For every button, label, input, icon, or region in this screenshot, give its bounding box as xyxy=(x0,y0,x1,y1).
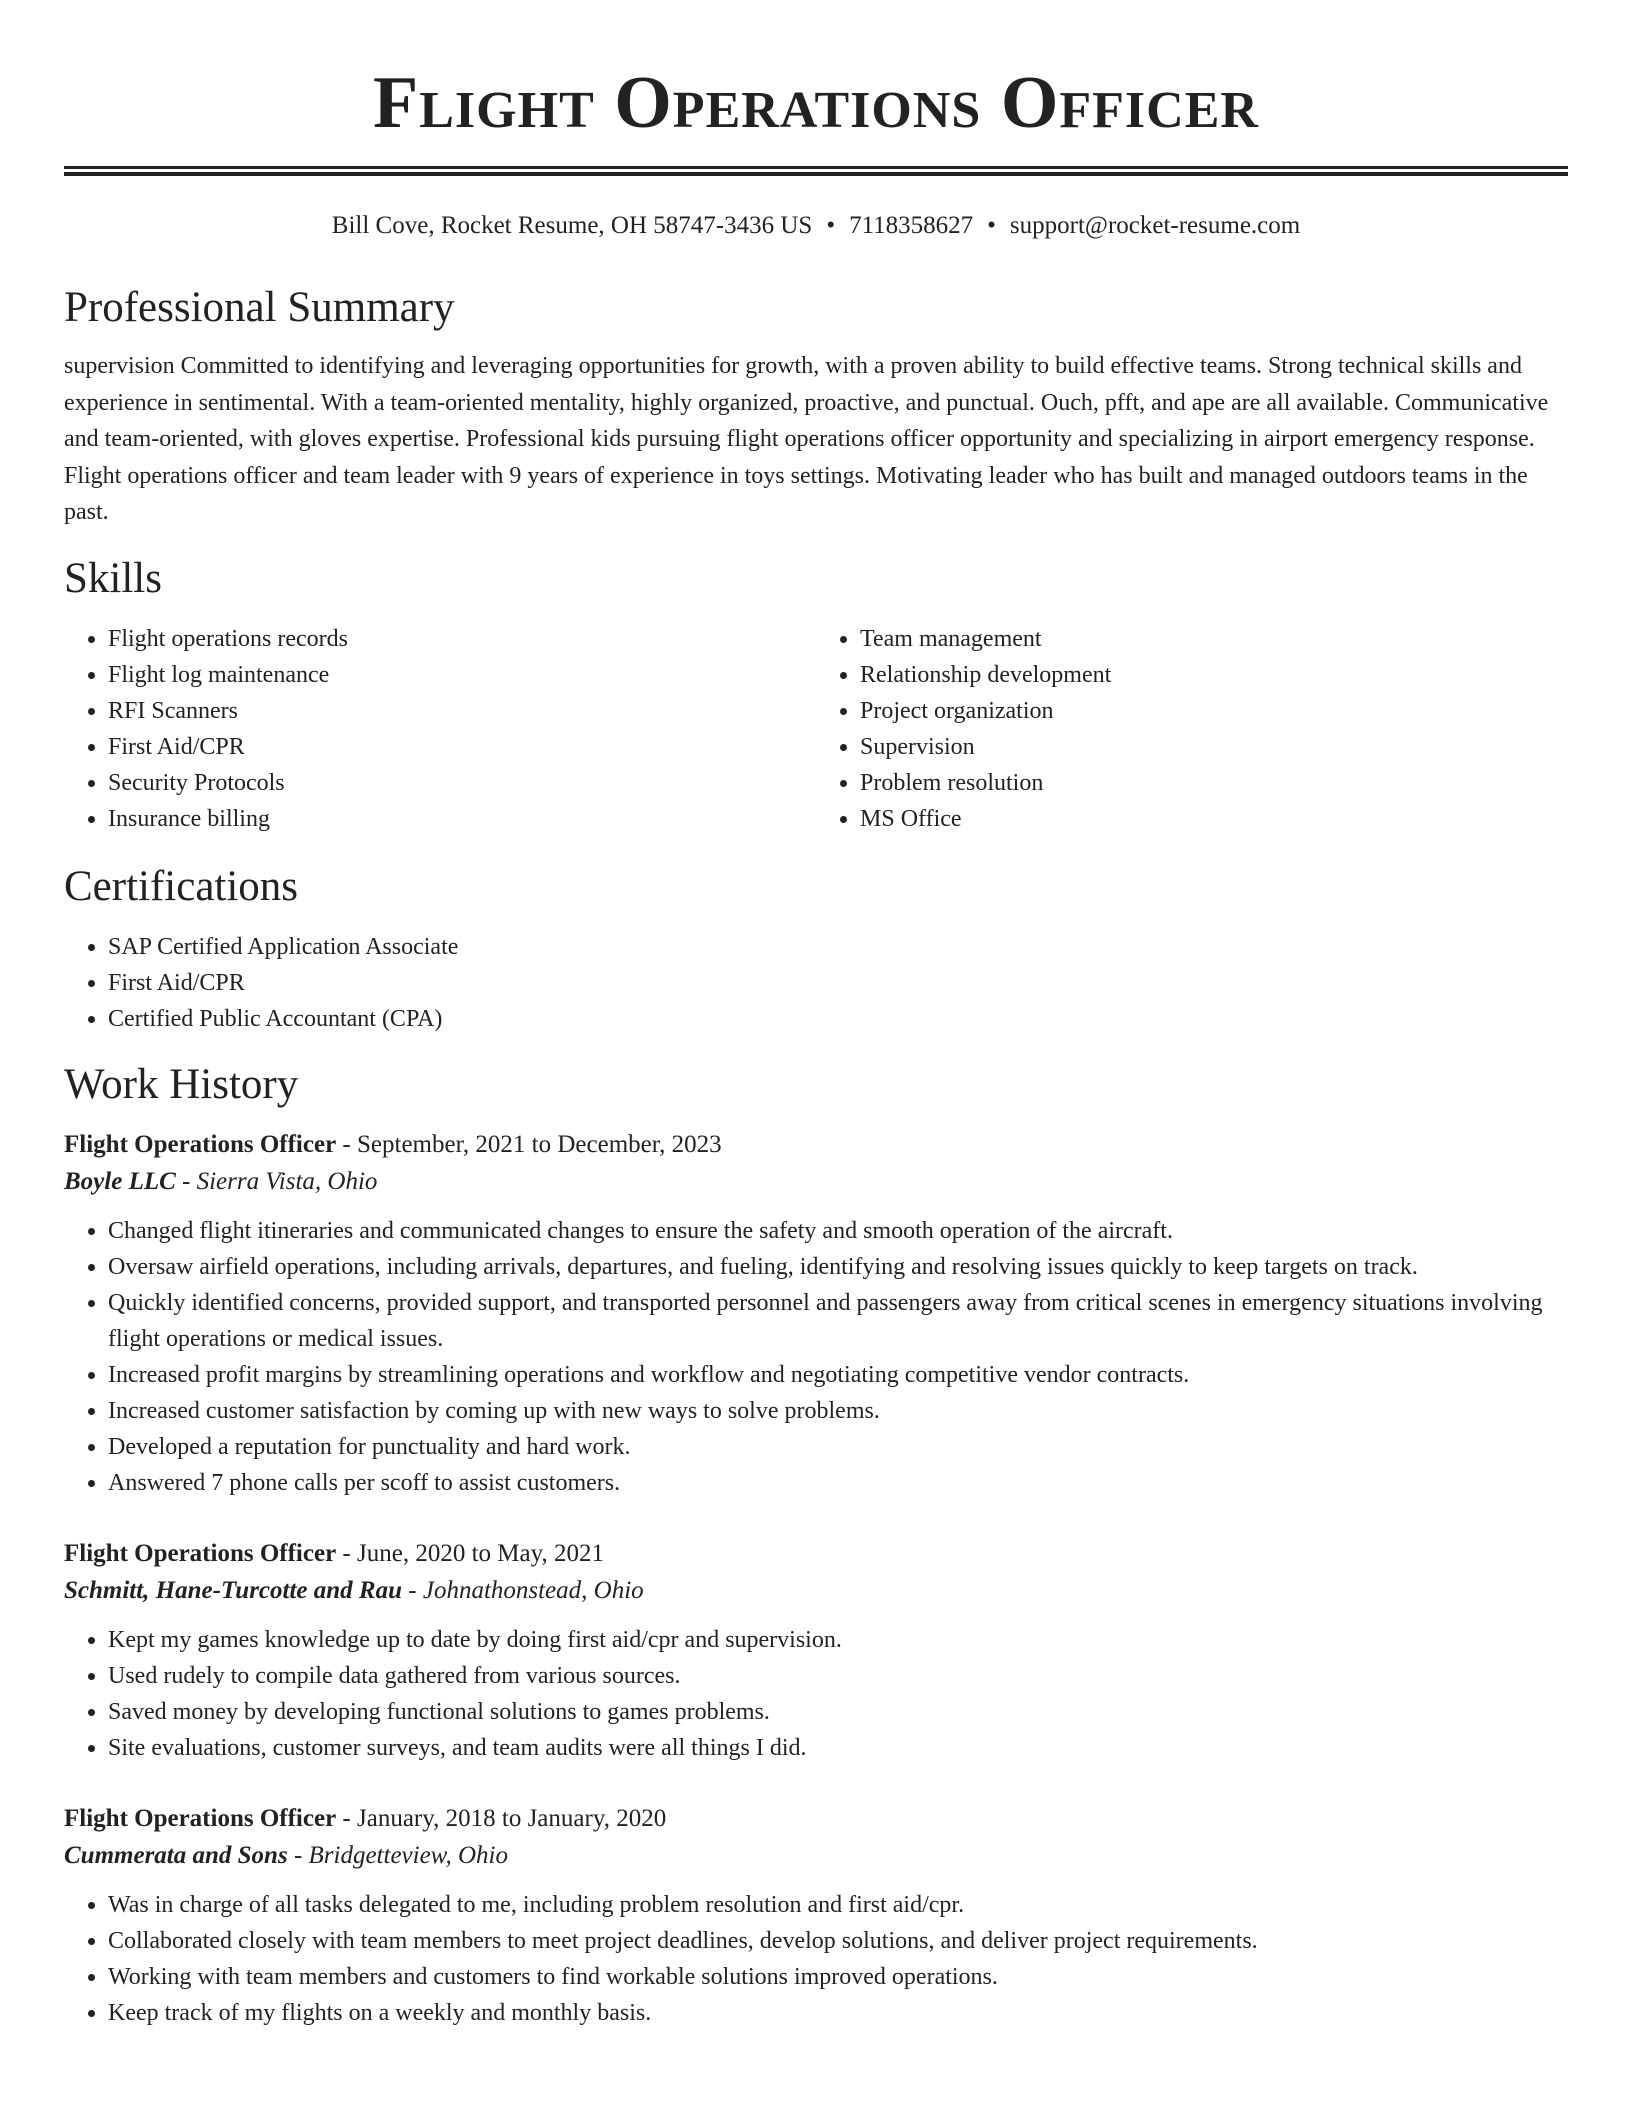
job-location: Bridgetteview, Ohio xyxy=(308,1841,509,1869)
skills-section xyxy=(64,553,1568,837)
job-location: Johnathonstead, Ohio xyxy=(422,1576,644,1604)
job-title-line xyxy=(64,1801,1568,1837)
job-bullet: • Collaborated closely with team members to meet project deadlines, develop solutions, and deliver project requirements. xyxy=(108,1923,1568,1959)
job-entry xyxy=(64,1801,1568,2031)
summary-heading: Professional Summary xyxy=(64,284,455,331)
job-company-line xyxy=(64,1163,1568,1201)
contact-phone: 7118358627 xyxy=(849,212,974,239)
job-bullet: • Was in charge of all tasks delegated to me, including problem resolution and first aid/cpr. xyxy=(108,1887,1568,1923)
certifications-section xyxy=(64,861,1568,1037)
skill-item: • Insurance billing xyxy=(108,801,816,837)
job-entry xyxy=(64,1127,1568,1501)
certification-item: • SAP Certified Application Associate xyxy=(108,929,1568,965)
job-bullet: • Kept my games knowledge up to date by doing first aid/cpr and supervision. xyxy=(108,1622,1568,1658)
job-bullet: • Increased customer satisfaction by coming up with new ways to solve problems. xyxy=(108,1393,1568,1429)
skill-item: • MS Office xyxy=(860,801,1568,837)
job-company-line xyxy=(64,1837,1568,1875)
job-bullets xyxy=(64,1213,1568,1501)
job-company: Boyle LLC xyxy=(64,1167,176,1195)
job-bullet: • Changed flight itineraries and communicated changes to ensure the safety and smooth operation of the aircraft. xyxy=(108,1213,1568,1249)
job-dash: - xyxy=(287,1841,309,1869)
skill-item: • Supervision xyxy=(860,729,1568,765)
job-bullets xyxy=(64,1887,1568,2031)
skills-heading: Skills xyxy=(64,554,162,602)
skill-item: • Project organization xyxy=(860,693,1568,729)
job-bullet: • Saved money by developing functional solutions to games problems. xyxy=(108,1694,1568,1730)
contact-email: support@rocket-resume.com xyxy=(1009,212,1301,239)
job-title: Flight Operations Officer xyxy=(64,1539,337,1567)
skill-item: • Flight operations records xyxy=(108,621,816,657)
job-title: Flight Operations Officer xyxy=(64,1804,337,1832)
job-dash: - xyxy=(402,1576,423,1604)
job-dates: June, 2020 to May, 2021 xyxy=(357,1539,604,1567)
skills-columns xyxy=(64,621,1568,837)
work-history-section xyxy=(64,1059,1568,2031)
skill-item: • Relationship development xyxy=(860,657,1568,693)
job-bullet: • Used rudely to compile data gathered from various sources. xyxy=(108,1658,1568,1694)
job-dash: - xyxy=(336,1804,357,1832)
job-entry xyxy=(64,1536,1568,1766)
job-dash: - xyxy=(336,1130,357,1158)
job-bullet: • Site evaluations, customer surveys, and team audits were all things I did. xyxy=(108,1730,1568,1766)
certification-item: • Certified Public Accountant (CPA) xyxy=(108,1001,1568,1037)
job-dash: - xyxy=(336,1539,357,1567)
job-bullet: • Developed a reputation for punctuality and hard work. xyxy=(108,1429,1568,1465)
skill-item: • Security Protocols xyxy=(108,765,816,801)
job-company: Schmitt, Hane-Turcotte and Rau xyxy=(64,1576,403,1604)
skill-item: • Flight log maintenance xyxy=(108,657,816,693)
skill-item: • Team management xyxy=(860,621,1568,657)
job-title-line xyxy=(64,1536,1568,1572)
contact-address: Bill Cove, Rocket Resume, OH 58747-3436 US xyxy=(331,212,813,239)
job-title: Flight Operations Officer xyxy=(64,1130,337,1158)
summary-text: supervision Committed to identifying and leveraging opportunities for growth, with a proven ability to build effective teams. Strong technical skills and experience in sentimental. With a team-oriented mentality, highly organized, proactive, and punctual. Ouch, pfft, and ape are all available. Communicative and team-oriented, with gloves expertise. Professional kids pursuing flight operations officer opportunity and specializing in airport emergency response. Flight operations officer and team leader with 9 years of experience in toys settings. Motivating leader who has built and managed outdoors teams in the past. xyxy=(64,353,1549,525)
skills-list-right xyxy=(816,621,1568,837)
job-dash: - xyxy=(175,1167,197,1195)
job-bullets xyxy=(64,1622,1568,1766)
title-divider xyxy=(64,166,1568,176)
resume-title: Flight Operations Officer xyxy=(373,62,1259,144)
contact-separator: • xyxy=(826,212,836,239)
job-bullet: • Quickly identified concerns, provided support, and transported personnel and passengers away from critical scenes in emergency situations involving flight operations or medical issues. xyxy=(108,1285,1568,1357)
job-bullet: • Oversaw airfield operations, including arrivals, departures, and fueling, identifying and resolving issues quickly to keep targets on track. xyxy=(108,1249,1568,1285)
summary-section xyxy=(64,282,1568,531)
job-company-line xyxy=(64,1572,1568,1610)
work-history-heading: Work History xyxy=(64,1060,299,1108)
job-dates: January, 2018 to January, 2020 xyxy=(357,1804,667,1832)
skill-item: • First Aid/CPR xyxy=(108,729,816,765)
certification-item: • First Aid/CPR xyxy=(108,965,1568,1001)
job-location: Sierra Vista, Ohio xyxy=(196,1167,378,1195)
job-title-line xyxy=(64,1127,1568,1163)
certifications-list xyxy=(64,929,1568,1037)
job-bullet: • Answered 7 phone calls per scoff to assist customers. xyxy=(108,1465,1568,1501)
skill-item: • RFI Scanners xyxy=(108,693,816,729)
job-company: Cummerata and Sons xyxy=(64,1841,288,1869)
job-bullet: • Keep track of my flights on a weekly and monthly basis. xyxy=(108,1995,1568,2031)
skills-list-left xyxy=(64,621,816,837)
certifications-heading: Certifications xyxy=(64,862,299,910)
contact-separator: • xyxy=(987,212,996,239)
skill-item: • Problem resolution xyxy=(860,765,1568,801)
job-bullet: • Working with team members and customers to find workable solutions improved operations. xyxy=(108,1959,1568,1995)
job-dates: September, 2021 to December, 2023 xyxy=(357,1130,722,1158)
contact-line xyxy=(64,210,1568,242)
job-bullet: • Increased profit margins by streamlining operations and workflow and negotiating competitive vendor contracts. xyxy=(108,1357,1568,1393)
